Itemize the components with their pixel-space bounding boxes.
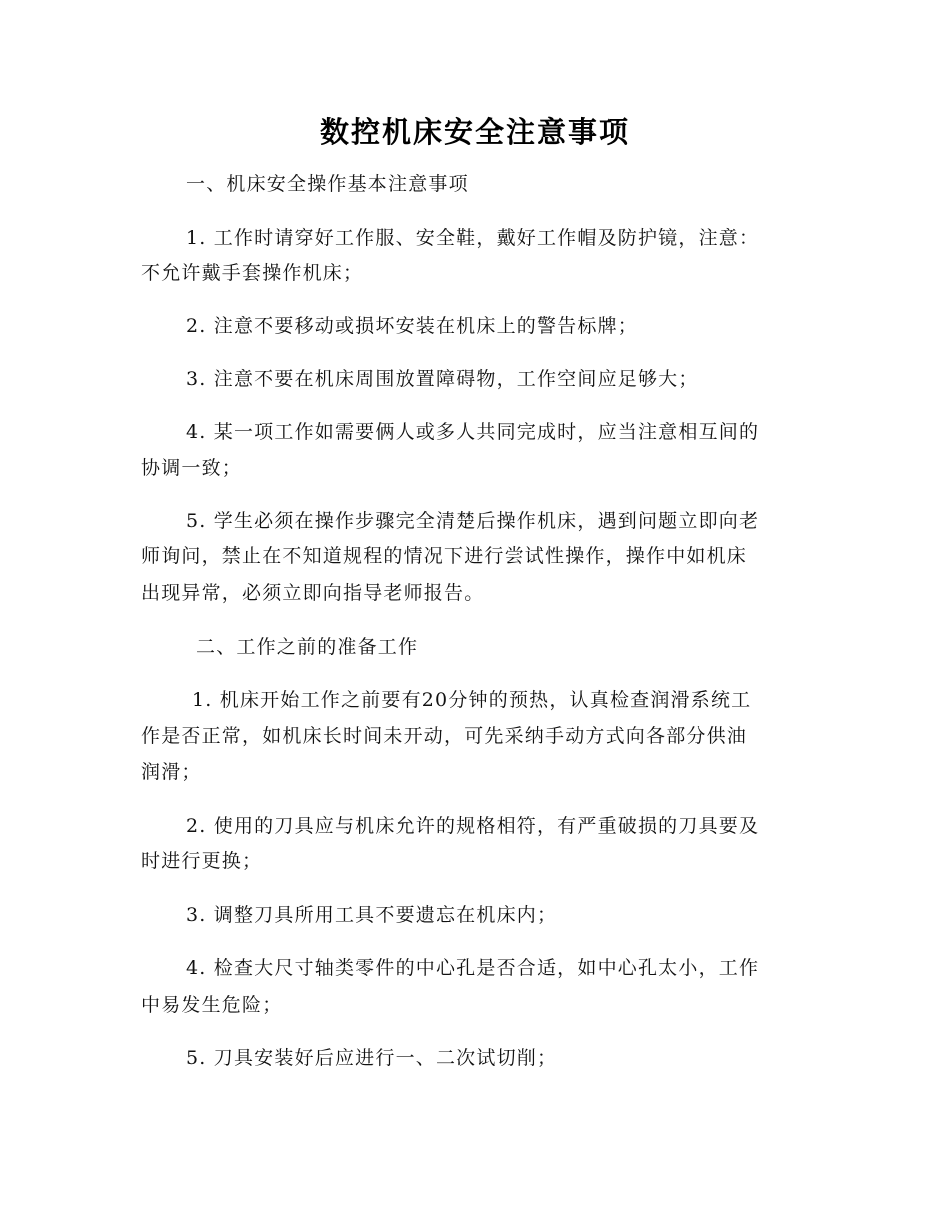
s2-item-3-line-1: 3. 调整刀具所用工具不要遗忘在机床内； xyxy=(186,904,558,926)
document-title: 数控机床安全注意事项 xyxy=(319,115,630,149)
s1-item-1-line-2: 不允许戴手套操作机床； xyxy=(141,262,364,284)
s2-item-2-line-2: 时进行更换； xyxy=(141,850,263,872)
s2-item-4-line-1: 4. 检查大尺寸轴类零件的中心孔是否合适，如中心孔太小，工作 xyxy=(186,957,760,979)
section-1-heading: 一、机床安全操作基本注意事项 xyxy=(186,173,469,195)
s1-item-3-line-1: 3. 注意不要在机床周围放置障碍物，工作空间应足够大； xyxy=(186,368,699,390)
s2-item-4-line-2: 中易发生危险； xyxy=(141,994,283,1016)
s1-item-4-line-2: 协调一致； xyxy=(141,457,243,479)
s1-item-1-line-1: 1. 工作时请穿好工作服、安全鞋，戴好工作帽及防护镜，注意： xyxy=(186,227,760,249)
s1-item-5-line-3: 出现异常，必须立即向指导老师报告。 xyxy=(141,582,485,604)
s2-item-1-line-3: 润滑； xyxy=(141,761,202,783)
s1-item-2-line-1: 2. 注意不要移动或损坏安装在机床上的警告标牌； xyxy=(186,315,638,337)
s2-item-2-line-1: 2. 使用的刀具应与机床允许的规格相符，有严重破损的刀具要及 xyxy=(186,815,760,837)
s1-item-5-line-1: 5. 学生必须在操作步骤完全清楚后操作机床，遇到问题立即向老 xyxy=(186,510,760,532)
s2-item-1-line-2: 作是否正常，如机床长时间未开动，可先采纳手动方式向各部分供油 xyxy=(141,725,748,747)
section-2-heading: 二、工作之前的准备工作 xyxy=(196,636,419,658)
s1-item-5-line-2: 师询问，禁止在不知道规程的情况下进行尝试性操作，操作中如机床 xyxy=(141,545,748,567)
s2-item-5-line-1: 5. 刀具安装好后应进行一、二次试切削； xyxy=(186,1047,558,1069)
s2-item-1-line-1: 1. 机床开始工作之前要有20分钟的预热，认真检查润滑系统工 xyxy=(192,689,752,711)
s1-item-4-line-1: 4. 某一项工作如需要俩人或多人共同完成时，应当注意相互间的 xyxy=(186,421,760,443)
